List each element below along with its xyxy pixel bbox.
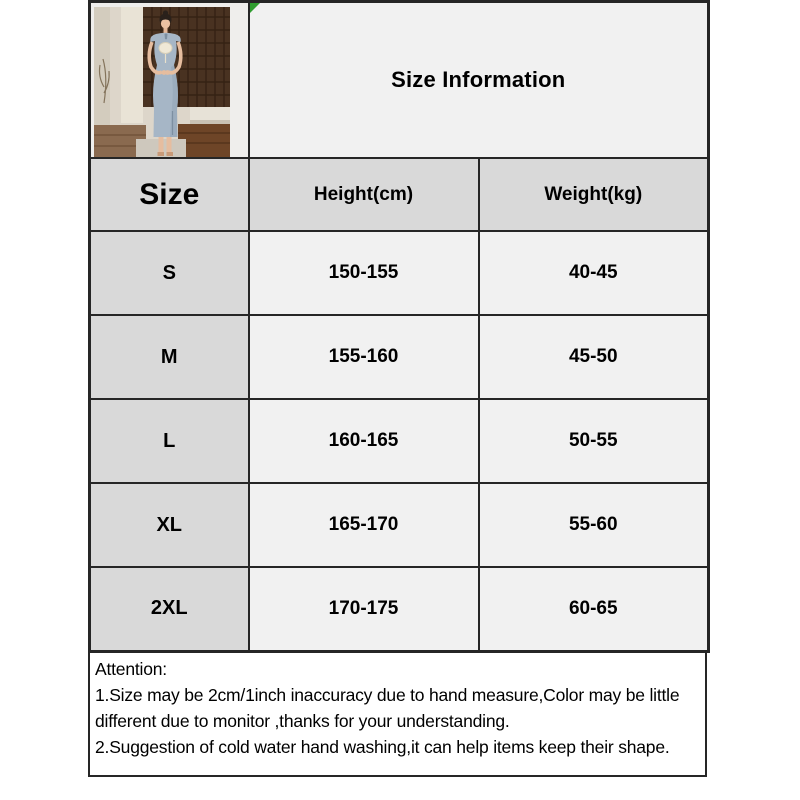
- table-row-xl: [90, 483, 709, 567]
- size-label: M: [90, 315, 249, 399]
- page-title: Size Information: [391, 67, 566, 92]
- size-label: L: [90, 399, 249, 483]
- size-chart-sheet: [88, 0, 707, 777]
- column-header-weight: Weight(kg): [479, 158, 709, 231]
- attention-line-2: different due to monitor ,thanks for your understanding.: [95, 710, 510, 731]
- weight-value: 50-55: [479, 399, 709, 483]
- product-photo: [94, 7, 230, 157]
- excel-error-flag-icon: [250, 3, 260, 13]
- size-label: S: [90, 231, 249, 315]
- embroidery-motif: [159, 43, 172, 54]
- marble-ledge: [190, 107, 230, 120]
- height-value: 150-155: [249, 231, 479, 315]
- height-value: 155-160: [249, 315, 479, 399]
- table-row-2xl: [90, 567, 709, 651]
- attention-title: Attention:: [95, 658, 167, 679]
- wall-column: [121, 7, 143, 123]
- size-information-title-cell: [249, 2, 709, 159]
- height-value: 160-165: [249, 399, 479, 483]
- attention-note: [88, 651, 707, 777]
- table-row-l: [90, 399, 709, 483]
- attention-line-1: 1.Size may be 2cm/1inch inaccuracy due to hand measure,Color may be little: [95, 684, 680, 705]
- size-table: [88, 0, 710, 653]
- column-header-height: Height(cm): [249, 158, 479, 231]
- top-row: [90, 2, 709, 159]
- attention-line-3: 2.Suggestion of cold water hand washing,it can help items keep their shape.: [95, 736, 670, 757]
- height-value: 165-170: [249, 483, 479, 567]
- hair-bun: [163, 10, 168, 15]
- product-photo-cell: [90, 2, 249, 159]
- weight-value: 45-50: [479, 315, 709, 399]
- table-row-m: [90, 315, 709, 399]
- size-label: XL: [90, 483, 249, 567]
- weight-value: 60-65: [479, 567, 709, 651]
- table-row-s: [90, 231, 709, 315]
- weight-value: 40-45: [479, 231, 709, 315]
- size-label: 2XL: [90, 567, 249, 651]
- weight-value: 55-60: [479, 483, 709, 567]
- height-value: 170-175: [249, 567, 479, 651]
- column-header-size: Size: [90, 158, 249, 231]
- table-header-row: [90, 158, 709, 231]
